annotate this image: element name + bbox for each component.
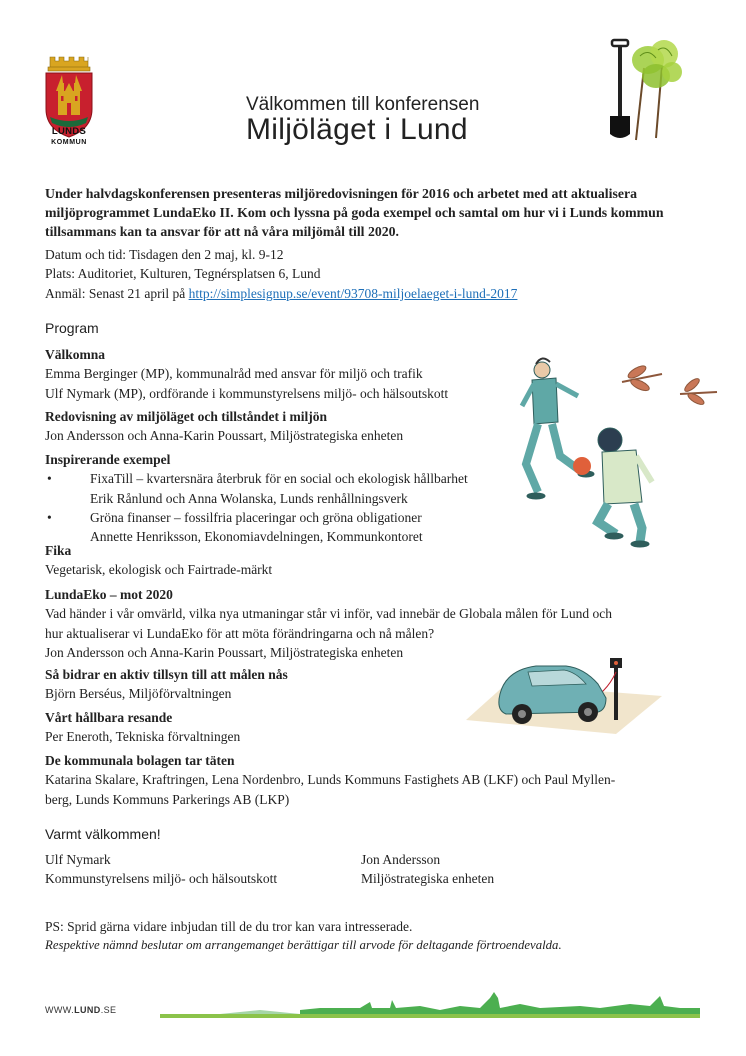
- logo-line-2: KOMMUN: [51, 139, 87, 146]
- program-heading: Program: [45, 320, 99, 336]
- signature-right: [361, 850, 651, 889]
- pretitle: Välkommen till konferensen: [246, 94, 480, 115]
- crown-icon: [48, 57, 90, 71]
- section-title: Så bidrar en aktiv tillsyn till att målen nås: [45, 667, 288, 682]
- signature-name: Ulf Nymark: [45, 852, 111, 867]
- section-line: Vegetarisk, ekologisk och Fairtrade-märkt: [45, 562, 273, 578]
- url-bold: LUND: [74, 1005, 101, 1015]
- event-date: Datum och tid: Tisdagen den 2 maj, kl. 9-12: [45, 247, 284, 262]
- event-info: [45, 245, 695, 303]
- section-line: berg, Lunds Kommuns Parkerings AB (LKP): [45, 791, 290, 807]
- signature-left: [45, 850, 335, 889]
- electric-car-illustration: [466, 654, 662, 734]
- event-signup: [45, 284, 695, 303]
- bullet: •: [47, 509, 52, 525]
- section-line: Björn Berséus, Miljöförvaltningen: [45, 686, 232, 702]
- section-line: Ulf Nymark (MP), ordförande i kommunstyrelsens miljö- och hälsoutskott: [45, 385, 449, 401]
- ps-disclaimer: Respektive nämnd beslutar om arrangemanget berättigar till arvode för deltagande förtroendevalda.: [45, 938, 562, 953]
- section-bolagen: [45, 751, 695, 809]
- section-line: Jon Andersson och Anna-Karin Poussart, Miljöstrategiska enheten: [45, 428, 404, 444]
- section-lundaeko: [45, 585, 695, 662]
- tree-icon: [632, 40, 682, 140]
- ball-icon: [573, 457, 591, 475]
- section-title: Inspirerande exempel: [45, 452, 171, 467]
- list-item-title: Gröna finanser – fossilfria placeringar och gröna obligationer: [90, 509, 422, 525]
- section-line: Jon Andersson och Anna-Karin Poussart, Miljöstrategiska enheten: [45, 644, 404, 660]
- signup-label: Anmäl: Senast 21 april på: [45, 285, 189, 301]
- intro-paragraph: Under halvdagskonferensen presenteras miljöredovisningen för 2016 och arbetet med att aktualisera miljöprogrammet LundaEko II. Kom och lyssna på goda exempel och samtal om hur vi i Lunds kommun tillsammans kan ta ansvar för att nå våra miljömål till 2020.: [45, 186, 664, 239]
- url-prefix: WWW.: [45, 1005, 75, 1015]
- girl-figure-icon: [522, 358, 594, 499]
- logo-line-1: LUNDS: [51, 126, 87, 137]
- signup-link[interactable]: http://simplesignup.se/event/93708-miljoelaeget-i-lund-2017: [188, 285, 518, 301]
- ps-line: PS: Sprid gärna vidare inbjudan till de du tror kan vara intresserade.: [45, 919, 413, 934]
- page-title: Miljöläget i Lund: [246, 113, 468, 146]
- list-item-detail: Erik Rånlund och Anna Wolanska, Lunds renhållningsverk: [90, 490, 408, 506]
- section-line: Katarina Skalare, Kraftringen, Lena Nordenbro, Lunds Kommuns Fastighets AB (LKF) och Paul Myllen-: [45, 772, 616, 788]
- bullet: •: [47, 471, 52, 487]
- url-suffix: .SE: [100, 1005, 117, 1015]
- section-title: Fika: [45, 543, 72, 558]
- section-line: hur aktualiserar vi LundaEko för att möta förändringarna och nå målen?: [45, 625, 435, 641]
- city-skyline-graphic: [160, 988, 700, 1022]
- section-title: De kommunala bolagen tar täten: [45, 753, 235, 768]
- signature-role: Miljöstrategiska enheten: [361, 871, 495, 887]
- closing-greeting: Varmt välkommen!: [45, 826, 161, 842]
- section-title: LundaEko – mot 2020: [45, 587, 173, 602]
- list-item-title: FixaTill – kvartersnära återbruk för en social och ekologisk hållbarhet: [90, 471, 468, 487]
- section-title: Vårt hållbara resande: [45, 710, 173, 725]
- shovel-icon: [610, 40, 630, 138]
- postscript: [45, 917, 695, 956]
- footer-url: [45, 1005, 116, 1015]
- dragonfly-icon: [622, 364, 717, 407]
- section-line: Vad händer i vår omvärld, vilka nya utmaningar står vi inför, vad innebär de Globala målen för Lund och: [45, 606, 613, 622]
- children-playing-illustration: [512, 352, 722, 552]
- shovel-trees-illustration: [598, 38, 694, 142]
- boy-figure-icon: [598, 428, 652, 547]
- signature-role: Kommunstyrelsens miljö- och hälsoutskott: [45, 871, 278, 887]
- section-line: Emma Berginger (MP), kommunalråd med ansvar för miljö och trafik: [45, 366, 423, 382]
- section-line: Per Eneroth, Tekniska förvaltningen: [45, 729, 241, 745]
- logo-wordmark: [40, 126, 98, 148]
- section-title: Redovisning av miljöläget och tillståndet i miljön: [45, 409, 328, 424]
- section-title: Välkomna: [45, 347, 106, 362]
- signature-name: Jon Andersson: [361, 852, 441, 867]
- skyline-icon: [160, 992, 700, 1018]
- event-place: Plats: Auditoriet, Kulturen, Tegnérsplatsen 6, Lund: [45, 266, 321, 282]
- list-item-detail: Annette Henriksson, Ekonomiavdelningen, Kommunkontoret: [90, 529, 423, 545]
